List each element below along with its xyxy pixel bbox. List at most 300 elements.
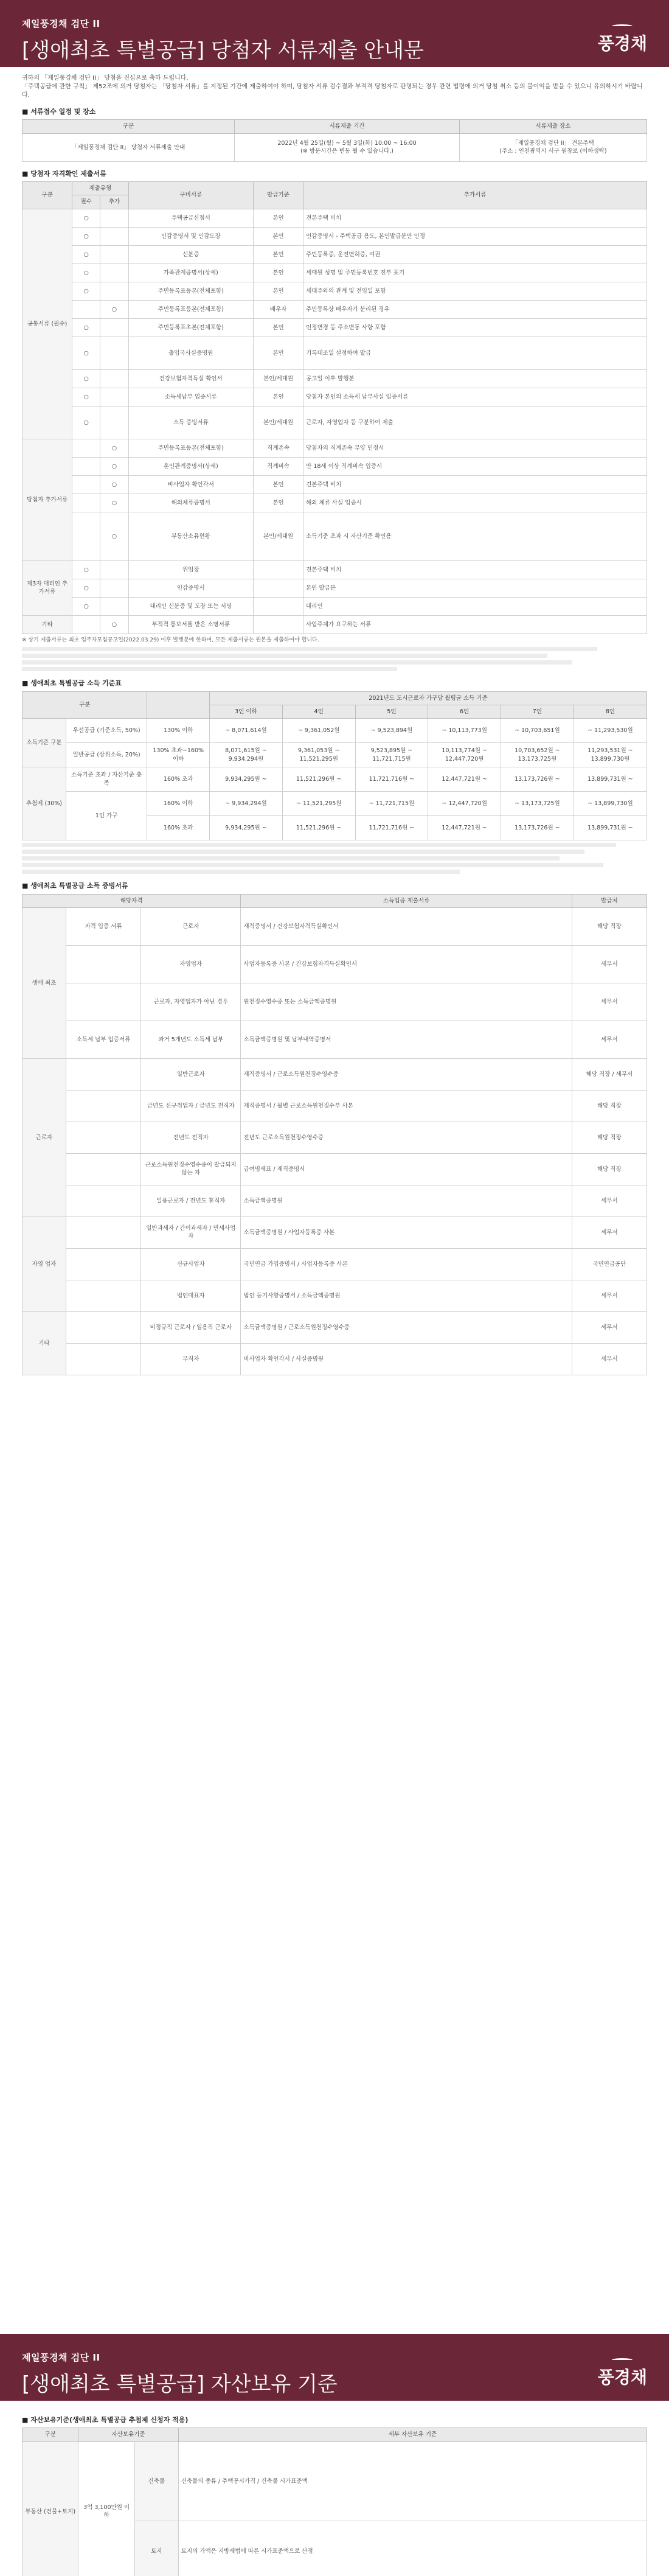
doc-issuer: 본인	[253, 318, 303, 337]
doc-name: 혼인관계증명서(상세)	[128, 457, 253, 475]
doc-issuer: 본인	[253, 337, 303, 369]
must-mark: ○	[72, 579, 100, 597]
income-subject: 과거 5개년도 소득세 납부	[141, 1021, 241, 1058]
col-header: 구분	[23, 691, 147, 719]
criteria-title: ■ 생애최초 특별공급 소득 기준표	[22, 679, 647, 688]
criteria-value: 13,899,731원 ~	[574, 816, 646, 840]
income-source: 세무서	[572, 945, 646, 983]
income-docs: 소득금액증명원	[241, 1185, 572, 1216]
doc-name: 인감증명서	[128, 579, 253, 597]
table-row	[23, 1153, 647, 1185]
add-mark	[100, 560, 128, 579]
doc-name: 건강보험자격득실 확인서	[128, 369, 253, 388]
col-header: 해당자격	[23, 894, 241, 907]
asset-kind: 건축물	[134, 2442, 178, 2521]
brand-logo	[598, 24, 647, 55]
criteria-value: ~ 11,721,715원	[355, 792, 428, 816]
income-type	[66, 1216, 140, 1248]
criteria-percent: 130% 초과~160% 이하	[147, 743, 210, 767]
criteria-value: 13,173,726원 ~	[501, 767, 574, 792]
col-header: 구비서류	[128, 182, 253, 209]
criteria-value: 9,361,053원 ~ 11,521,295원	[282, 743, 355, 767]
income-group: 기타	[23, 1311, 66, 1375]
doc-extra: 인감증명서 - 주택공급 용도, 본인발급분만 인정	[303, 227, 647, 245]
group-label: 공통서류 (필수)	[23, 209, 72, 439]
doc-issuer: 본인	[253, 245, 303, 264]
criteria-value: ~ 9,523,894원	[355, 719, 428, 743]
criteria-value: 8,071,615원 ~ 9,934,294원	[210, 743, 283, 767]
table-row	[23, 1311, 647, 1343]
asset-detail: 토지의 가액은 지방세법에 따른 시가표준액으로 산정	[178, 2521, 646, 2576]
submission-title: ■ 서류접수 일정 및 장소	[22, 107, 647, 116]
doc-name: 소득세납부 입증서류	[128, 388, 253, 406]
asset-section	[0, 2401, 669, 2576]
table-row	[23, 406, 647, 439]
income-group: 자영 업자	[23, 1216, 66, 1311]
add-mark: ○	[100, 475, 128, 494]
submission-table	[22, 119, 647, 161]
col-header: 서류제출 장소	[459, 120, 646, 133]
add-mark	[100, 245, 128, 264]
doc-name: 출입국사실증명원	[128, 337, 253, 369]
income-type	[66, 1280, 140, 1311]
doc-name: 인감증명서 및 인감도장	[128, 227, 253, 245]
submission-place: 「제일풍경채 검단 II」 견본주택 (주소 : 인천광역시 서구 원창로 (이하생략)	[459, 133, 646, 161]
must-mark: ○	[72, 597, 100, 615]
table-row	[23, 300, 647, 318]
add-mark: ○	[100, 494, 128, 512]
income-subject: 신규사업자	[141, 1248, 241, 1280]
income-source: 해당 직장 / 세무서	[572, 1058, 646, 1090]
doc-issuer: 본인	[253, 227, 303, 245]
income-subject: 금년도 신규취업자 / 금년도 전직자	[141, 1090, 241, 1122]
table-row	[23, 743, 647, 767]
company-name: 제일풍경채 검단 II	[22, 18, 100, 29]
doc-extra: 근로자, 자영업자 등 구분하여 제출	[303, 406, 647, 439]
income-type	[66, 1248, 140, 1280]
income-docs: 급여명세표 / 재직증명서	[241, 1153, 572, 1185]
income-source: 해당 직장	[572, 1090, 646, 1122]
must-mark	[72, 439, 100, 457]
must-mark: ○	[72, 337, 100, 369]
add-mark	[100, 282, 128, 300]
criteria-value: ~ 13,899,730원	[574, 792, 646, 816]
criteria-value: ~ 10,113,773원	[428, 719, 501, 743]
doc-extra: 견본주택 비치	[303, 560, 647, 579]
income-source: 세무서	[572, 1343, 646, 1375]
col-header: 서류제출 기간	[235, 120, 460, 133]
criteria-value: 9,934,295원 ~	[210, 816, 283, 840]
income-docs: 재직증명서 / 월별 근로소득원천징수부 사본	[241, 1090, 572, 1122]
doc-name: 주민등록표등본(전체포함)	[128, 282, 253, 300]
table-row	[23, 1248, 647, 1280]
income-subject: 일반근로자	[141, 1058, 241, 1090]
col-header: 7인	[501, 705, 574, 718]
logo-text: 풍경채	[597, 2367, 647, 2387]
table-row	[23, 792, 647, 816]
add-mark	[100, 209, 128, 227]
income-type: 자격 입증 서류	[66, 907, 140, 945]
table-row	[23, 439, 647, 457]
doc-name: 주민등록표등본(전체포함)	[128, 439, 253, 457]
income-source: 세무서	[572, 1185, 646, 1216]
add-mark	[100, 264, 128, 282]
col-header	[147, 691, 210, 719]
income-group: 생애 최초	[23, 907, 66, 1058]
doc-issuer: 본인	[253, 282, 303, 300]
must-mark: ○	[72, 227, 100, 245]
table-row	[23, 1185, 647, 1216]
income-source: 세무서	[572, 1021, 646, 1058]
logo-text: 풍경채	[597, 33, 647, 54]
doc-name: 가족관계증명서(상세)	[128, 264, 253, 282]
income-type	[66, 1311, 140, 1343]
must-mark: ○	[72, 264, 100, 282]
income-source: 해당 직장	[572, 907, 646, 945]
must-mark: ○	[72, 560, 100, 579]
col-header: 구분	[23, 182, 72, 209]
doc-issuer: 본인	[253, 264, 303, 282]
add-mark	[100, 369, 128, 388]
table-row	[23, 767, 647, 792]
doc-extra: 기록대조일 설정하여 발급	[303, 337, 647, 369]
criteria-notes	[22, 843, 647, 874]
table-row	[23, 597, 647, 615]
page-title: [생애최초 특별공급] 당첨자 서류제출 안내문	[22, 38, 424, 63]
criteria-group: 소득기준 구분	[23, 719, 66, 767]
col-header: 제출유형	[72, 182, 128, 195]
table-row	[23, 615, 647, 634]
doc-extra: 본인 발급분	[303, 579, 647, 597]
income-source: 해당 직장	[572, 1122, 646, 1153]
criteria-type: 우선공급 (기준소득, 50%)	[66, 719, 147, 743]
income-subject: 법인대표자	[141, 1280, 241, 1311]
doc-issuer: 본인/세대원	[253, 406, 303, 439]
notes-block	[22, 647, 647, 671]
col-header: 2021년도 도시근로자 가구당 월평균 소득 기준	[210, 691, 647, 705]
income-subject: 근로자	[141, 907, 241, 945]
table-row	[23, 1122, 647, 1153]
logo-arc-icon	[612, 2358, 633, 2362]
criteria-percent: 160% 초과	[147, 767, 210, 792]
doc-extra: 주민등록상 배우자가 분리된 경우	[303, 300, 647, 318]
doc-name: 주민등록표등본(전체포함)	[128, 300, 253, 318]
doc-extra: 세대원 성명 및 주민등록번호 전부 표기	[303, 264, 647, 282]
income-source: 세무서	[572, 1311, 646, 1343]
income-source: 세무서	[572, 1216, 646, 1248]
income-docs: 전년도 근로소득원천징수영수증	[241, 1122, 572, 1153]
asset-group: 부동산 (건물+토지)	[23, 2442, 78, 2576]
doc-extra: 견본주택 비치	[303, 475, 647, 494]
table-row	[23, 209, 647, 227]
income-source: 국민연금공단	[572, 1248, 646, 1280]
group-label: 제3자 대리인 추가서류	[23, 560, 72, 615]
doc-issuer	[253, 560, 303, 579]
income-docs: 소득금액증명원 / 사업자등록증 사본	[241, 1216, 572, 1248]
income-type	[66, 1343, 140, 1375]
col-header: 6인	[428, 705, 501, 718]
col-header: 4인	[282, 705, 355, 718]
doc-name: 해외체류증명서	[128, 494, 253, 512]
add-mark: ○	[100, 512, 128, 560]
table-row	[23, 579, 647, 597]
table-row	[23, 457, 647, 475]
doc-issuer	[253, 615, 303, 634]
criteria-percent: 130% 이하	[147, 719, 210, 743]
table-row	[23, 1058, 647, 1090]
criteria-value: 11,521,296원 ~	[282, 767, 355, 792]
table-row	[23, 1280, 647, 1311]
group-label: 기타	[23, 615, 72, 634]
col-header: 5인	[355, 705, 428, 718]
income-type	[66, 1185, 140, 1216]
income-docs: 재직증명서 / 건강보험자격득실확인서	[241, 907, 572, 945]
doc-extra: 공고일 이후 발행분	[303, 369, 647, 388]
table-row	[23, 264, 647, 282]
table-row	[23, 983, 647, 1021]
doc-extra: 만 18세 이상 직계비속 입증시	[303, 457, 647, 475]
criteria-value: ~ 11,521,295원	[282, 792, 355, 816]
col-header: 구분	[23, 2428, 78, 2442]
income-subject: 무직자	[141, 1343, 241, 1375]
add-mark	[100, 388, 128, 406]
must-mark: ○	[72, 245, 100, 264]
criteria-value: 13,173,726원 ~	[501, 816, 574, 840]
criteria-value: 11,521,296원 ~	[282, 816, 355, 840]
criteria-value: ~ 11,293,530원	[574, 719, 646, 743]
income-subject: 자영업자	[141, 945, 241, 983]
income-docs: 소득금액증명원 / 근로소득원천징수영수증	[241, 1311, 572, 1343]
income-docs: 국민연금 가입증명서 / 사업자등록증 사본	[241, 1248, 572, 1280]
income-type	[66, 1090, 140, 1122]
doc-extra: 대리인	[303, 597, 647, 615]
criteria-value: 12,447,721원 ~	[428, 816, 501, 840]
add-mark	[100, 227, 128, 245]
income-source: 해당 직장	[572, 1153, 646, 1185]
add-mark	[100, 318, 128, 337]
doc-name: 소득 증빙서류	[128, 406, 253, 439]
docs-note: ※ 상기 제출서류는 최초 입주자모집공고일(2022.03.29) 이후 발행분에 한하며, 모든 제출서류는 원본을 제출하여야 합니다.	[22, 637, 319, 643]
income-type	[66, 1058, 140, 1090]
doc-issuer	[253, 579, 303, 597]
doc-issuer	[253, 597, 303, 615]
table-row	[23, 245, 647, 264]
col-header: 세부 자산보유 기준	[178, 2428, 646, 2442]
must-mark	[72, 475, 100, 494]
asset-kind: 토지	[134, 2521, 178, 2576]
income-source: 세무서	[572, 983, 646, 1021]
table-row	[23, 227, 647, 245]
doc-issuer: 본인	[253, 494, 303, 512]
asset-title: ■ 자산보유기준(생애최초 특별공급 추첨제 신청자 적용)	[22, 2415, 647, 2424]
add-mark	[100, 406, 128, 439]
table-row	[23, 1090, 647, 1122]
criteria-percent: 160% 이하	[147, 792, 210, 816]
table-row	[23, 337, 647, 369]
income-type	[66, 983, 140, 1021]
table-row	[23, 907, 647, 945]
income-docs: 사업자등록증 사본 / 건강보험자격득실확인서	[241, 945, 572, 983]
income-docs: 법인 등기사항증명서 / 소득금액증명원	[241, 1280, 572, 1311]
income-type: 소득세 납부 입증서류	[66, 1021, 140, 1058]
submission-type: 「제일풍경채 검단 II」 당첨자 서류제출 안내	[23, 133, 235, 161]
income-docs: 비사업자 확인각서 / 사실증명원	[241, 1343, 572, 1375]
table-row	[23, 560, 647, 579]
doc-extra: 인정변경 등 주소변동 사항 포함	[303, 318, 647, 337]
criteria-table	[22, 691, 647, 841]
brand-logo-2	[598, 2358, 647, 2389]
table-row	[23, 1216, 647, 1248]
must-mark	[72, 494, 100, 512]
criteria-value: ~ 9,934,294원	[210, 792, 283, 816]
submission-period: 2022년 4월 25일(월) ~ 5월 3일(화) 10:00 ~ 16:00 (※ 방문시간은 변동 될 수 있습니다.)	[235, 133, 460, 161]
income-docs: 소득금액증명원 및 납부내역증명서	[241, 1021, 572, 1058]
asset-limit: 3억 3,100만원 이하	[78, 2442, 134, 2576]
company-name-2: 제일풍경채 검단 II	[22, 2352, 100, 2363]
doc-extra: 소득기준 초과 시 자산기준 확인용	[303, 512, 647, 560]
doc-extra: 사업주체가 요구하는 서류	[303, 615, 647, 634]
doc-issuer: 본인	[253, 209, 303, 227]
doc-extra: 당첨자의 직계존속 부양 인정시	[303, 439, 647, 457]
asset-detail: 건축물의 종류 / 주택공시가격 / 건축물 시가표준액	[178, 2442, 646, 2521]
criteria-value: 10,703,652원 ~ 13,173,725원	[501, 743, 574, 767]
table-row	[23, 945, 647, 983]
doc-name: 비사업자 확인각서	[128, 475, 253, 494]
col-header: 3인 이하	[210, 705, 283, 718]
doc-issuer: 본인	[253, 388, 303, 406]
table-row	[23, 512, 647, 560]
income-type	[66, 945, 140, 983]
criteria-value: ~ 8,071,614원	[210, 719, 283, 743]
add-mark	[100, 337, 128, 369]
doc-issuer: 직계존속	[253, 439, 303, 457]
col-header: 자산보유기준	[78, 2428, 178, 2442]
income-subject: 일용근로자 / 전년도 휴직자	[141, 1185, 241, 1216]
doc-name: 주민등록표초본(전체포함)	[128, 318, 253, 337]
table-row	[23, 475, 647, 494]
add-mark: ○	[100, 457, 128, 475]
must-mark: ○	[72, 318, 100, 337]
doc-issuer: 본인/세대원	[253, 512, 303, 560]
criteria-value: 9,934,295원 ~	[210, 767, 283, 792]
criteria-value: 12,447,721원 ~	[428, 767, 501, 792]
must-mark: ○	[72, 209, 100, 227]
criteria-group: 추첨제 (30%)	[23, 767, 66, 840]
criteria-type: 1인 가구	[66, 792, 147, 840]
income-type	[66, 1153, 140, 1185]
col-header: 구분	[23, 120, 235, 133]
must-mark: ○	[72, 282, 100, 300]
criteria-value: 11,293,531원 ~ 13,899,730원	[574, 743, 646, 767]
criteria-value: 11,721,716원 ~	[355, 767, 428, 792]
docs-table	[22, 181, 647, 634]
must-mark	[72, 615, 100, 634]
doc-extra: 주민등록증, 운전면허증, 여권	[303, 245, 647, 264]
add-mark: ○	[100, 439, 128, 457]
table-row	[23, 1343, 647, 1375]
criteria-value: ~ 13,173,725원	[501, 792, 574, 816]
criteria-percent: 160% 초과	[147, 816, 210, 840]
must-mark	[72, 457, 100, 475]
doc-name: 주택공급신청서	[128, 209, 253, 227]
page-title-2: [생애최초 특별공급] 자산보유 기준	[22, 2372, 338, 2396]
income-subject: 전년도 전직자	[141, 1122, 241, 1153]
add-mark	[100, 597, 128, 615]
table-row	[23, 369, 647, 388]
criteria-value: ~ 9,361,052원	[282, 719, 355, 743]
content	[0, 67, 669, 1386]
criteria-value: 13,899,731원 ~	[574, 767, 646, 792]
income-subject: 비정규직 근로자 / 일용직 근로자	[141, 1311, 241, 1343]
income-source: 세무서	[572, 1280, 646, 1311]
docs-title: ■ 당첨자 자격확인 제출서류	[22, 169, 647, 178]
header-banner	[0, 0, 669, 67]
group-label: 당첨자 추가서류	[23, 439, 72, 560]
doc-name: 부적격 통보서를 받은 소명서류	[128, 615, 253, 634]
table-row	[23, 719, 647, 743]
income-subject: 근로소득원천징수영수증이 발급되지 않는 자	[141, 1153, 241, 1185]
income-subject: 일반과세자 / 간이과세자 / 면세사업자	[141, 1216, 241, 1248]
doc-name: 신분증	[128, 245, 253, 264]
income-docs: 재직증명서 / 근로소득원천징수영수증	[241, 1058, 572, 1090]
logo-arc-icon	[612, 24, 633, 28]
doc-extra: 세대주와의 관계 및 전입일 포함	[303, 282, 647, 300]
criteria-type: 소득기준 초과 / 자산기준 충족	[66, 767, 147, 792]
doc-extra: 견본주택 비치	[303, 209, 647, 227]
income-subject: 근로자, 자영업자가 아닌 경우	[141, 983, 241, 1021]
add-mark: ○	[100, 300, 128, 318]
col-header: 추가서류	[303, 182, 647, 209]
must-mark: ○	[72, 388, 100, 406]
criteria-value: 10,113,774원 ~ 12,447,720원	[428, 743, 501, 767]
must-mark: ○	[72, 369, 100, 388]
table-row	[23, 2442, 647, 2521]
income-group: 근로자	[23, 1058, 66, 1216]
income-docs: 원천징수영수증 또는 소득금액증명원	[241, 983, 572, 1021]
criteria-value: 9,523,895원 ~ 11,721,715원	[355, 743, 428, 767]
doc-name: 위임장	[128, 560, 253, 579]
header-banner-2	[0, 2334, 669, 2401]
col-header: 8인	[574, 705, 646, 718]
add-mark: ○	[100, 615, 128, 634]
criteria-type: 일반공급 (상위소득, 20%)	[66, 743, 147, 767]
table-row	[23, 1021, 647, 1058]
table-row	[23, 494, 647, 512]
asset-table	[22, 2428, 647, 2576]
criteria-value: ~ 12,447,720원	[428, 792, 501, 816]
income-type	[66, 1122, 140, 1153]
doc-issuer: 직계비속	[253, 457, 303, 475]
doc-issuer: 본인/세대원	[253, 369, 303, 388]
table-row	[23, 318, 647, 337]
doc-issuer: 본인	[253, 475, 303, 494]
income-title: ■ 생애최초 특별공급 소득 증빙서류	[22, 881, 647, 890]
doc-name: 부동산소유현황	[128, 512, 253, 560]
col-subheader: 추가	[100, 195, 128, 209]
intro-text: 귀하의 「제일풍경채 검단 II」 당첨을 진심으로 축하 드립니다. 「주택공급에 관한 규칙」 제52조에 의거 당첨자는 「당첨자 서류」를 지정된 기간에 제출하여야 하며, 당첨자 서류 검수결과 부적격 당첨자로 판명되는 경우 관련 법령에 의거 당첨 취소 등의 불이익을 받을 수 있으니 유의하시기 바랍니다.	[22, 75, 643, 99]
must-mark	[72, 300, 100, 318]
col-header: 발급처	[572, 894, 646, 907]
col-subheader: 필수	[72, 195, 100, 209]
table-row	[23, 282, 647, 300]
income-table	[22, 894, 647, 1375]
doc-issuer: 배우자	[253, 300, 303, 318]
doc-extra: 해외 체류 사실 입증시	[303, 494, 647, 512]
must-mark	[72, 512, 100, 560]
must-mark: ○	[72, 406, 100, 439]
add-mark	[100, 579, 128, 597]
criteria-value: 11,721,716원 ~	[355, 816, 428, 840]
